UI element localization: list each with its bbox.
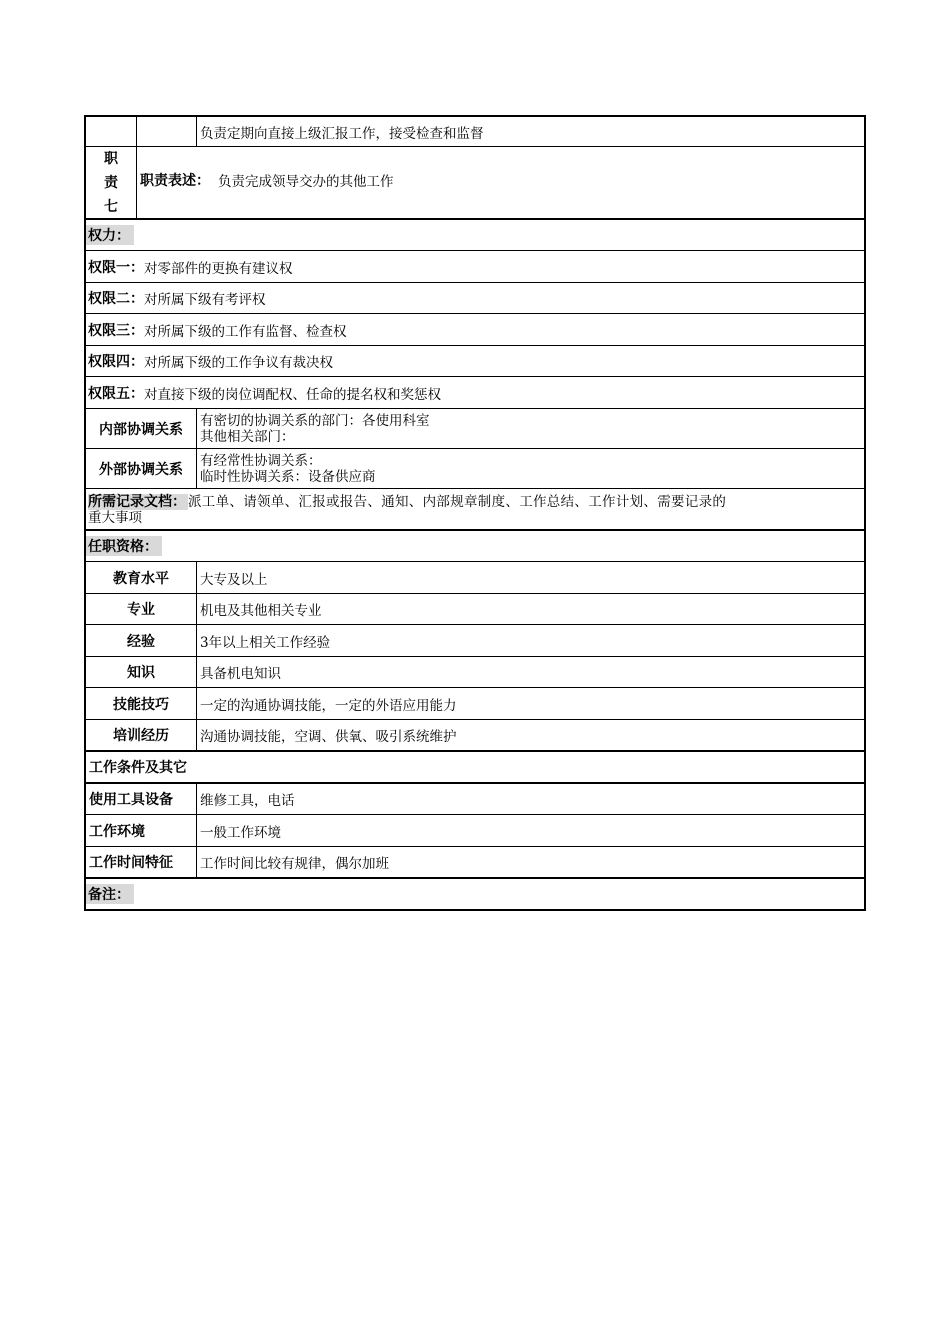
authority-row [84,314,866,346]
duty-seven-desc [137,147,864,218]
qualification-row [84,625,866,657]
conditions-row [84,784,866,815]
authority-item [86,346,864,376]
qualification-text: 大专及以上 [200,571,268,588]
records-text-line2: 重大事项 [88,509,142,526]
authority-header-row [84,220,866,251]
records-text-line1: 派工单、请领单、汇报或报告、通知、内部规章制度、工作总结、工作计划、需要记录的 [188,493,727,510]
authority-text: 对直接下级的岗位调配权、任命的提名权和奖惩权 [144,386,441,403]
authority-label: 权限三： [88,322,144,339]
conditions-header: 工作条件及其它 [89,760,187,776]
authority-header [86,220,864,250]
qualification-row [84,594,866,625]
conditions-text: 一般工作环境 [200,824,281,841]
qualification-label: 培训经历 [86,720,197,750]
qualification-label: 专业 [86,594,197,624]
conditions-label: 工作时间特征 [86,847,197,877]
duty-seven-desc-label: 职责表述： [140,172,210,189]
conditions-row [84,815,866,847]
empty-cell [86,117,137,146]
authority-header-label: 权力： [86,225,134,245]
duty-previous-text: 负责定期向直接上级汇报工作，接受检查和监督 [200,125,484,142]
qualification-label: 技能技巧 [86,688,197,719]
empty-cell [137,117,197,146]
external-relations-label: 外部协调关系 [86,449,197,488]
conditions-header-row [84,752,866,784]
records-row [84,489,866,531]
authority-label: 权限一： [88,259,144,276]
duty-seven-desc-text: 负责完成领导交办的其他工作 [218,173,394,190]
internal-relations-label: 内部协调关系 [86,409,197,448]
authority-item [86,314,864,345]
qualification-text: 3年以上相关工作经验 [200,634,331,651]
authority-label: 权限四： [88,354,144,370]
qualification-header [86,531,864,561]
conditions-text: 维修工具，电话 [200,793,295,809]
authority-text: 对所属下级有考评权 [144,292,266,308]
conditions-row [84,847,866,879]
duty-seven-label-char: 责 [104,174,118,191]
duty-seven-label-char: 职 [104,150,118,167]
authority-row [84,377,866,409]
external-relations-line: 有经常性协调关系： [200,452,322,469]
qualification-label: 经验 [86,625,197,656]
qualification-header-label: 任职资格： [86,536,162,556]
authority-row [84,251,866,283]
records-label: 所需记录文档： [88,493,186,510]
qualification-text: 机电及其他相关专业 [200,603,322,619]
authority-text: 对所属下级的工作争议有裁决权 [144,355,333,371]
job-description-table [84,115,866,911]
qualification-row [84,562,866,594]
internal-relations-line: 其他相关部门： [200,428,295,445]
internal-relations-content [197,409,864,448]
external-relations-content [197,449,864,488]
remarks-label: 备注： [86,884,134,904]
internal-relations-row [84,409,866,449]
qualification-row [84,720,866,752]
qualification-row [84,657,866,688]
external-relations-row [84,449,866,489]
qualification-text: 沟通协调技能，空调、供氧、吸引系统维护 [200,729,457,745]
conditions-label: 工作环境 [86,815,197,846]
conditions-label: 使用工具设备 [86,784,197,814]
qualification-text: 具备机电知识 [200,666,281,682]
duty-previous-row [84,115,866,147]
internal-relations-line: 有密切的协调关系的部门：各使用科室 [200,412,430,429]
duty-seven-row [84,147,866,220]
qualification-text: 一定的沟通协调技能，一定的外语应用能力 [200,697,457,714]
qualification-label: 教育水平 [86,562,197,593]
duty-seven-label-char: 七 [104,198,118,215]
conditions-text: 工作时间比较有规律，偶尔加班 [200,856,389,872]
authority-label: 权限二： [88,291,144,307]
authority-text: 对所属下级的工作有监督、检查权 [144,323,347,340]
remarks [86,879,864,909]
qualification-header-row [84,531,866,562]
authority-text: 对零部件的更换有建议权 [144,260,293,277]
records-content [86,489,864,529]
authority-item [86,283,864,313]
external-relations-line: 临时性协调关系：设备供应商 [200,468,376,485]
duty-seven-label [86,147,137,218]
authority-row [84,346,866,377]
authority-item [86,251,864,282]
authority-label: 权限五： [88,385,144,402]
remarks-row [84,879,866,911]
authority-item [86,377,864,408]
qualification-row [84,688,866,720]
qualification-label: 知识 [86,657,197,687]
authority-row [84,283,866,314]
